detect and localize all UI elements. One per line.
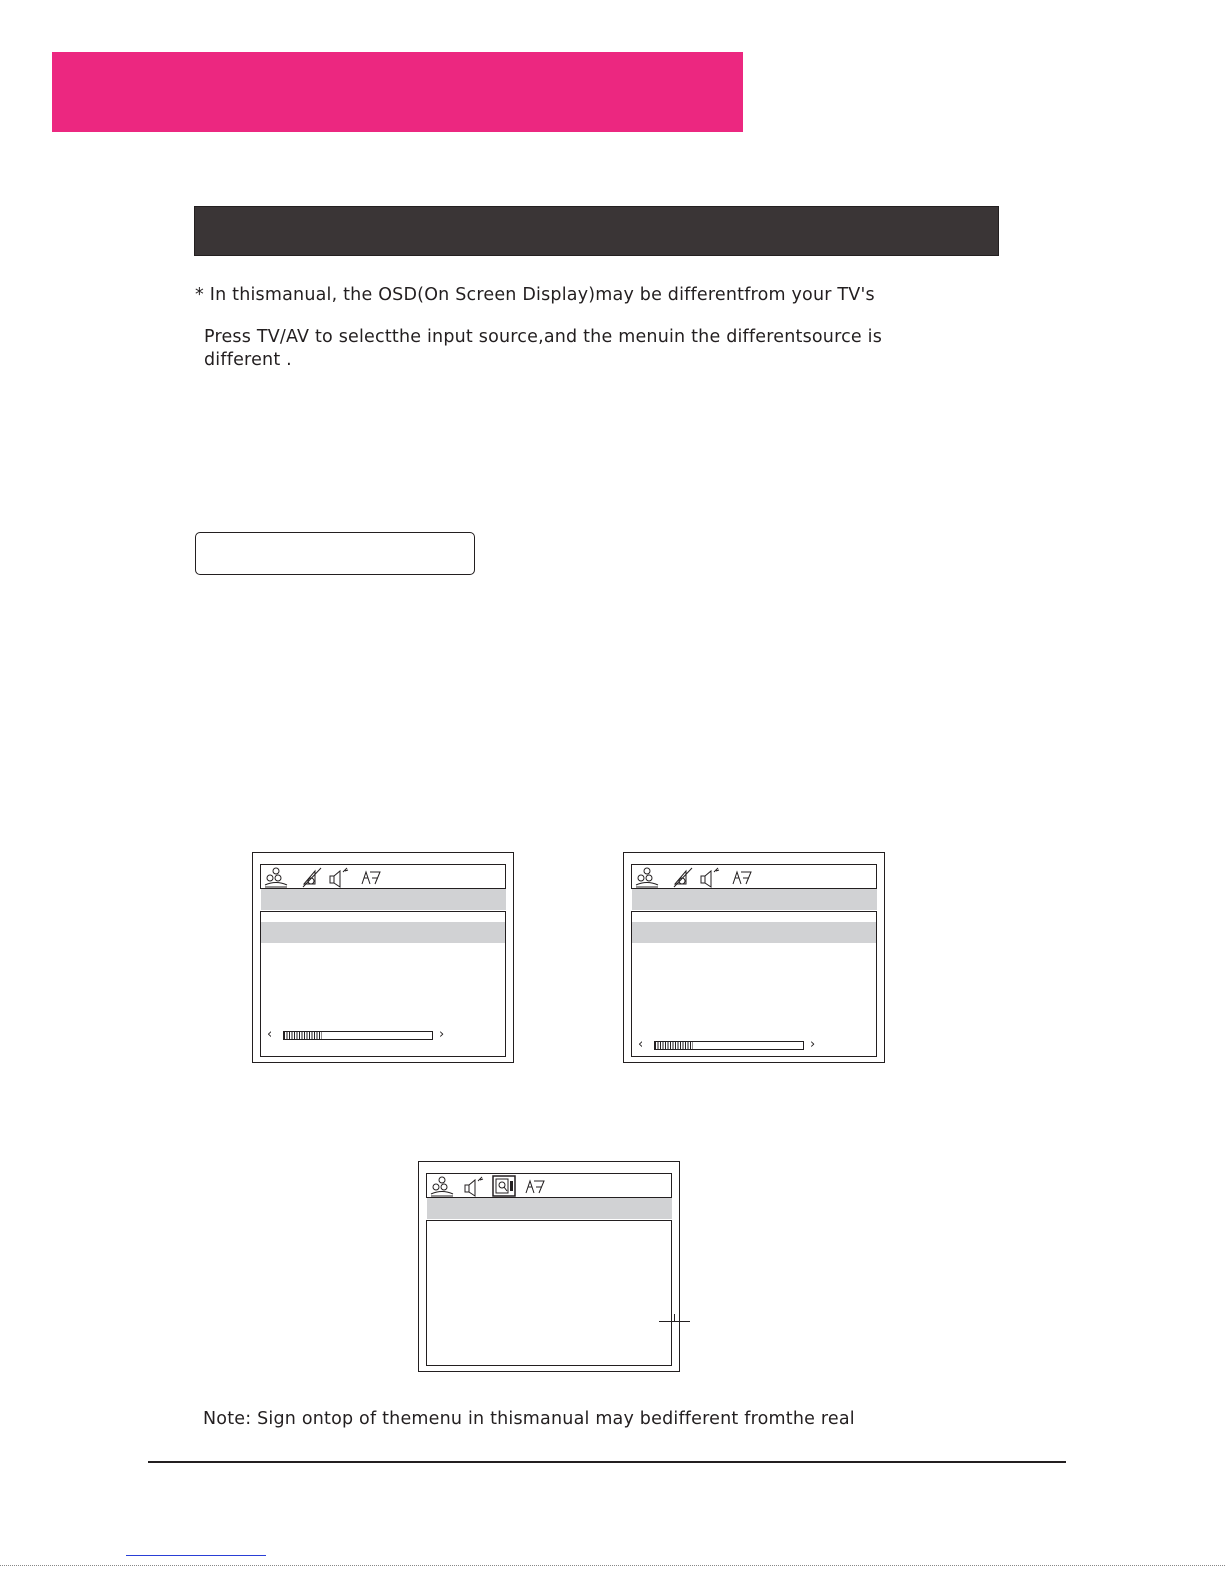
label-box <box>195 532 475 575</box>
slider-fill <box>655 1042 693 1049</box>
osd-icon-bar <box>631 864 877 889</box>
osd-title-bar <box>427 1198 672 1219</box>
speaker-icon <box>328 866 350 888</box>
source-instruction-line-2: different . <box>204 350 292 370</box>
no-sound-icon <box>672 866 694 888</box>
osd-menu-3 <box>418 1161 680 1372</box>
osd-menu-1 <box>252 852 514 1063</box>
slider-left-arrow[interactable]: ‹ <box>267 1027 273 1042</box>
osd-menu-body <box>426 1220 672 1366</box>
function-icon <box>522 1175 548 1197</box>
osd-menu-body <box>260 911 506 1057</box>
speaker-icon <box>463 1175 485 1197</box>
section-title-bar <box>194 206 999 256</box>
callout-tick <box>674 1314 675 1321</box>
source-instruction-line-1: Press TV/AV to selectthe input source,and the menuin the differentsource is <box>204 327 883 347</box>
selected-item-highlight <box>261 922 505 943</box>
page-link-underline[interactable] <box>126 1555 266 1556</box>
footer-rule <box>148 1461 1066 1463</box>
picture-icon <box>635 866 659 888</box>
no-sound-icon <box>301 866 323 888</box>
osd-title-bar <box>261 889 506 910</box>
slider-left-arrow[interactable]: ‹ <box>638 1037 644 1052</box>
picture-icon <box>430 1175 454 1197</box>
osd-icon-bar <box>426 1173 672 1198</box>
value-slider[interactable] <box>638 1038 828 1052</box>
osd-menu-2 <box>623 852 885 1063</box>
speaker-icon <box>699 866 721 888</box>
selected-item-highlight <box>632 922 876 943</box>
osd-menu-body <box>631 911 877 1057</box>
slider-right-arrow[interactable]: › <box>439 1027 445 1042</box>
sign-note: Note: Sign ontop of themenu in thismanual may bedifferent fromthe real <box>203 1409 855 1429</box>
osd-title-bar <box>632 889 877 910</box>
callout-line <box>659 1321 690 1322</box>
function-icon <box>358 866 384 888</box>
value-slider[interactable] <box>267 1028 457 1042</box>
osd-note: * In thismanual, the OSD(On Screen Display)may be differentfrom your TV's <box>195 285 875 305</box>
screen-search-icon <box>492 1175 516 1197</box>
slider-right-arrow[interactable]: › <box>810 1037 816 1052</box>
slider-fill <box>284 1032 322 1039</box>
picture-icon <box>264 866 288 888</box>
osd-icon-bar <box>260 864 506 889</box>
function-icon <box>729 866 755 888</box>
page-edge <box>0 1565 1225 1566</box>
header-banner <box>52 52 743 132</box>
